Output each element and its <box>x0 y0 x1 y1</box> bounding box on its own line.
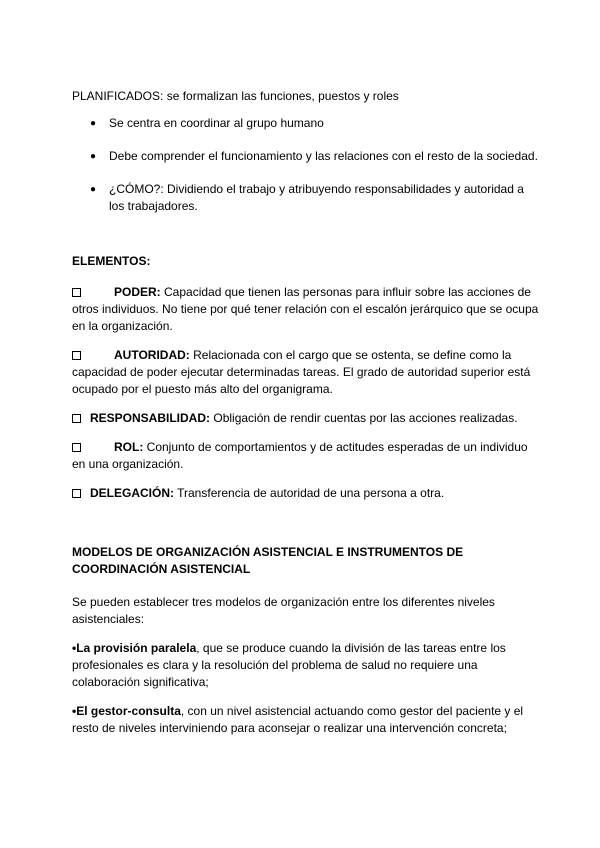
bullet-icon: ● <box>90 184 97 195</box>
checkbox-icon <box>72 288 81 297</box>
elementos-heading: ELEMENTOS: <box>72 254 151 268</box>
term: PODER: <box>114 285 161 299</box>
list-item: ● Debe comprender el funcionamiento y las relaciones con el resto de la sociedad. <box>90 149 538 163</box>
elemento-responsabilidad <box>72 410 542 427</box>
modelos-intro: Se pueden establecer tres modelos de organización entre los diferentes niveles asistenciales: <box>72 595 495 626</box>
term: ROL: <box>114 440 144 454</box>
checkbox-icon <box>72 443 81 452</box>
list-item: ● Se centra en coordinar al grupo humano <box>90 116 324 130</box>
checkbox-icon <box>72 351 81 360</box>
elemento-poder <box>72 284 542 335</box>
elemento-delegacion <box>72 485 542 502</box>
checkbox-icon <box>72 414 81 423</box>
term: AUTORIDAD: <box>114 348 190 362</box>
definition: Capacidad que tienen las personas para influir sobre las acciones de otros individuos. No tiene por qué tener relación con el escalón jerárquico que se ocupa en la organización. <box>72 285 539 333</box>
modelos-heading: MODELOS DE ORGANIZACIÓN ASISTENCIAL E INSTRUMENTOS DE COORDINACIÓN ASISTENCIAL <box>72 545 464 576</box>
elemento-rol <box>72 439 542 473</box>
intro-line: PLANIFICADOS: se formalizan las funciones, puestos y roles <box>72 89 399 103</box>
definition: Relacionada con el cargo que se ostenta, se define como la capacidad de poder ejecutar determinadas tareas. El grado de autoridad superior está ocupado por el puesto más alto del organigrama. <box>72 348 531 396</box>
bullet-icon: ● <box>90 151 97 162</box>
definition: Transferencia de autoridad de una persona a otra. <box>177 486 445 500</box>
bullet-icon: ● <box>90 118 97 129</box>
term: DELEGACIÓN: <box>90 486 174 500</box>
modelo-item: •La provisión paralela, que se produce cuando la división de las tareas entre los profesionales es clara y la resolución del problema de salud no requiere una colaboración significativa; <box>72 641 506 689</box>
bullet-list <box>72 115 542 215</box>
elemento-autoridad <box>72 347 542 398</box>
document-page <box>72 88 542 749</box>
modelo-item: •El gestor-consulta, con un nivel asistencial actuando como gestor del paciente y el resto de niveles interviniendo para aconsejar o realizar una intervención concreta; <box>72 704 524 735</box>
term: RESPONSABILIDAD: <box>90 411 211 425</box>
definition: Obligación de rendir cuentas por las acciones realizadas. <box>213 411 518 425</box>
definition: Conjunto de comportamientos y de actitudes esperadas de un individuo en una organización. <box>72 440 528 471</box>
checkbox-icon <box>72 489 81 498</box>
list-item: ● ¿CÓMO?: Dividiendo el trabajo y atribuyendo responsabilidades y autoridad a los trabajadores. <box>90 182 524 213</box>
